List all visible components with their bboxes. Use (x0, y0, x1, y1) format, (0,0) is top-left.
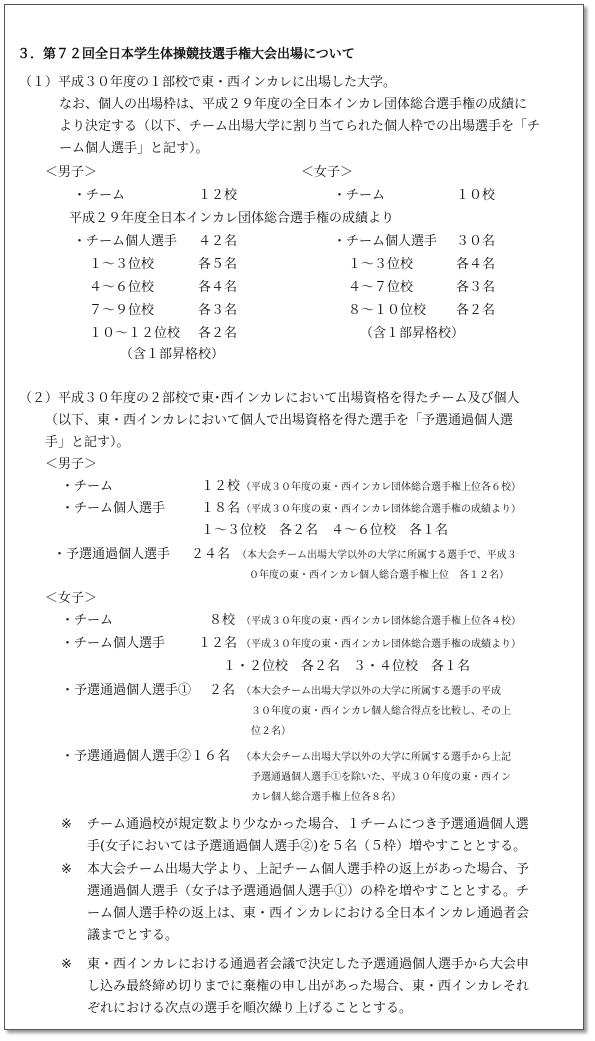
men-rank-count: 各５名 (198, 257, 238, 272)
section-heading: ３．第７２回全日本学生体操競技選手権大会出場について (17, 47, 355, 62)
sec1-title: （１）平成３０年度の１部校で東・西インカレに出場した大学。 (19, 75, 397, 90)
sec2-women-team-note: （平成３０年度の東・西インカレ団体総合選手権上位各４校） (241, 616, 521, 627)
sec2-women-team-count: ８校 (209, 613, 236, 628)
women-rank-row: １～３位校 (348, 257, 414, 272)
sec2-women-qualifier-2-note: （本大会チーム出場大学以外の大学に所属する選手から上記 (241, 752, 511, 763)
sec2-men-qualifier-count: ２４名 (191, 547, 231, 562)
sec2-women-individual-detail: １・２位校 各２名 ３・４位校 各１名 (223, 659, 471, 674)
sec2-men-individual: ・チーム個人選手 (61, 501, 166, 516)
sec1-men-individual: ・チーム個人選手 (73, 234, 178, 249)
sec2-men-individual-count: １８名 (201, 501, 241, 516)
sec2-women-individual: ・チーム個人選手 (61, 636, 166, 651)
note-line: 選通過個人選手（女子は予選通過個人選手①）の枠を増やすこととする。チ (87, 884, 530, 899)
sec2-women-label: ＜女子＞ (45, 591, 98, 606)
sec1-men-team-count: １２校 (198, 188, 238, 203)
sec1-men-team: ・チーム (73, 188, 126, 203)
women-rank-row: ８～１０位校 (348, 303, 427, 318)
men-rank-count: 各４名 (198, 280, 238, 295)
women-rank-row: ４～７位校 (348, 280, 414, 295)
men-rank-row: ４～６位校 (89, 280, 155, 295)
sec2-title: （２）平成３０年度の２部校で東･西インカレにおいて出場資格を得たチーム及び個人 (19, 391, 520, 406)
note-mark: ※ (61, 817, 72, 832)
sec2-men-individual-detail: １～３位校 各２名 ４～６位校 各１名 (201, 523, 449, 538)
sec2-men-team-count: １２校 (201, 479, 241, 494)
sec1-women-individual: ・チーム個人選手 (333, 234, 438, 249)
women-rank-count: 各２名 (456, 303, 496, 318)
note-mark: ※ (61, 957, 72, 972)
women-inclusion-note: （含１部昇格校） (360, 326, 465, 341)
sec2-men-label: ＜男子＞ (45, 457, 98, 472)
note-line: 手(女子においては予選通過個人選手②)を５名（５枠）増やすこととする。 (87, 839, 527, 854)
sec2-men-qualifier-note: ０年度の東・西インカレ個人総合選手権上位 各１２名） (249, 570, 509, 581)
note-line: 東・西インカレにおける通過者会議で決定した予選通過個人選手から大会申 (87, 957, 530, 972)
sec1-note-line: なお、個人の出場枠は、平成２９年度の全日本インカレ団体総合選手権の成績に (59, 97, 528, 112)
sec2-women-qualifier-2-count: １６名 (191, 749, 231, 764)
sec2-men-qualifier-note: （本大会チーム出場大学以外の大学に所属する選手で、平成３ (237, 550, 517, 561)
note-mark: ※ (61, 862, 72, 877)
sec1-men-individual-count: ４２名 (198, 234, 238, 249)
note-line: 本大会チーム出場大学より、上記チーム個人選手枠の返上があった場合、予 (87, 862, 529, 877)
sec1-women-team: ・チーム (333, 188, 386, 203)
sec2-women-qualifier-1-note: 位２名） (251, 726, 291, 737)
note-line: ぞれにおける次点の選手を順次繰り上げることとする。 (87, 1001, 413, 1016)
note-line: チーム通過校が規定数より少なかった場合、１チームにつき予選通過個人選 (87, 817, 529, 832)
sec1-note-line: ーム個人選手」と記す）。 (59, 141, 209, 156)
sec2-women-qualifier-1-count: ２名 (209, 683, 236, 698)
sec2-note-line: 手」と記す）。 (45, 435, 130, 450)
men-rank-row: ７～９位校 (89, 303, 155, 318)
sec2-women-qualifier-1-note: ３０年度の東・西インカレ個人総合得点を比較し、その上 (251, 706, 511, 717)
sec2-men-individual-note: （平成３０年度の東・西インカレ団体総合選手権の成績より） (241, 504, 521, 515)
note-line: 議までとする。 (87, 928, 179, 943)
sec1-women-team-count: １０校 (456, 188, 496, 203)
sec2-men-team-note: （平成３０年度の東・西インカレ団体総合選手権上位各６校） (241, 482, 521, 493)
women-rank-count: 各４名 (456, 257, 496, 272)
sec2-women-qualifier-2: ・予選通過個人選手② (61, 749, 192, 764)
sec1-note-line: より決定する（以下、チーム出場大学に割り当てられた個人枠での出場選手を「チ (59, 119, 541, 134)
men-rank-count: 各３名 (198, 303, 238, 318)
note-line: し込み最終締め切りまでに棄権の申し出があった場合、東・西インカレそれ (87, 979, 529, 994)
sec2-note-line: （以下、東・西インカレにおいて個人で出場資格を得た選手を「予選通過個人選 (45, 413, 514, 428)
note-line: ーム個人選手枠の返上は、東・西インカレにおける全日本インカレ通過者会 (87, 906, 530, 921)
sec2-women-qualifier-1-note: （本大会チーム出場大学以外の大学に所属する選手の平成 (241, 686, 501, 697)
men-rank-row: １０～１２位校 (89, 326, 181, 341)
men-inclusion-note: （含１部昇格校） (120, 347, 225, 362)
sec2-women-qualifier-2-note: 予選通過個人選手①を除いた、平成３０年度の東・西イン (251, 772, 511, 783)
sec1-men-label: ＜男子＞ (45, 165, 98, 180)
sec1-women-individual-count: ３０名 (456, 234, 496, 249)
document-page (4, 4, 584, 1030)
sec2-women-qualifier-2-note: カレ個人総合選手権上位各８名） (251, 792, 401, 803)
sec2-women-individual-note: （平成３０年度の東・西インカレ団体総合選手権の成績より） (241, 639, 521, 650)
sec2-men-team: ・チーム (61, 479, 114, 494)
sec2-women-individual-count: １２名 (198, 636, 238, 651)
sec1-women-label: ＜女子＞ (301, 165, 354, 180)
women-rank-count: 各３名 (456, 280, 496, 295)
sec2-women-qualifier-1: ・予選通過個人選手① (61, 683, 192, 698)
sec2-women-team: ・チーム (61, 613, 114, 628)
men-rank-row: １～３位校 (89, 257, 155, 272)
men-rank-count: 各２名 (198, 326, 238, 341)
sec2-men-qualifier: ・予選通過個人選手 (53, 547, 171, 562)
sec1-basis: 平成２９年度全日本インカレ団体総合選手権の成績より (69, 211, 395, 226)
